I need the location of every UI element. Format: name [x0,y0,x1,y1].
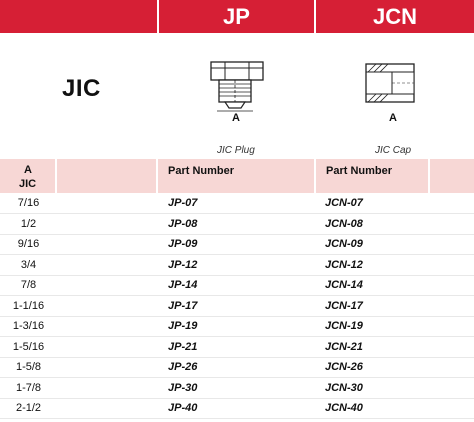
col-a-line1: A [24,164,32,176]
cap-dimension-label: A [389,112,397,124]
jic-plug-drawing [205,58,269,114]
table-row [0,214,474,235]
col-a-line2: JIC [19,178,37,190]
table-row [0,234,474,255]
size-cell: 7/8 [20,279,37,291]
jcn-part-number-cell: JCN-19 [325,320,363,332]
table-row [0,255,474,276]
size-cell: 1-5/16 [12,340,45,353]
size-cell: 1-5/8 [15,361,42,373]
table-row [0,337,474,358]
jcn-part-number-cell: JCN-17 [325,299,363,312]
jp-part-number-cell: JP-40 [168,402,198,414]
size-cell: 3/4 [20,258,37,271]
jcn-part-number-cell: JCN-14 [325,279,363,291]
table-row [0,316,474,337]
size-cell: 1-1/16 [12,299,45,312]
size-cell: 2-1/2 [15,402,42,414]
table-row [0,275,474,296]
table-header-spacer1 [57,159,156,193]
jp-part-number-cell: JP-19 [168,320,198,332]
col-part-number-jp: Part Number [168,165,235,177]
jp-part-number-cell: JP-12 [168,258,198,271]
table-row [0,193,474,214]
jcn-part-number-cell: JCN-40 [325,402,363,414]
table-header-spacer2 [430,159,474,193]
jp-part-number-cell: JP-21 [168,340,198,353]
jp-part-number-cell: JP-17 [168,299,198,312]
size-cell: 7/16 [17,197,40,209]
jcn-part-number-cell: JCN-12 [325,258,363,271]
jcn-part-number-cell: JCN-30 [325,381,363,394]
table-row [0,357,474,378]
jp-part-number-cell: JP-09 [168,238,198,250]
col-part-number-jcn: Part Number [326,165,393,177]
size-cell: 1-7/8 [15,381,42,394]
table-row [0,296,474,317]
cap-caption: JIC Cap [375,145,412,156]
size-cell: 1/2 [20,217,37,230]
jp-part-number-cell: JP-14 [168,279,198,291]
header-jp: JP [159,0,314,33]
table-row [0,398,474,419]
table-row [0,378,474,399]
series-label: JIC [62,75,101,102]
jp-part-number-cell: JP-07 [168,197,198,209]
jcn-part-number-cell: JCN-26 [325,361,363,373]
plug-dimension-label: A [232,112,240,124]
jcn-part-number-cell: JCN-09 [325,238,363,250]
jcn-part-number-cell: JCN-08 [325,217,363,230]
jp-part-number-cell: JP-26 [168,361,198,373]
jp-part-number-cell: JP-08 [168,217,198,230]
size-cell: 1-3/16 [12,320,45,332]
jcn-part-number-cell: JCN-21 [325,340,363,353]
jcn-part-number-cell: JCN-07 [325,197,363,209]
jic-cap-drawing [362,60,422,108]
plug-caption: JIC Plug [217,145,255,156]
size-cell: 9/16 [17,238,40,250]
header-blank-cell [0,0,157,33]
header-jcn: JCN [316,0,474,33]
jp-part-number-cell: JP-30 [168,381,198,394]
